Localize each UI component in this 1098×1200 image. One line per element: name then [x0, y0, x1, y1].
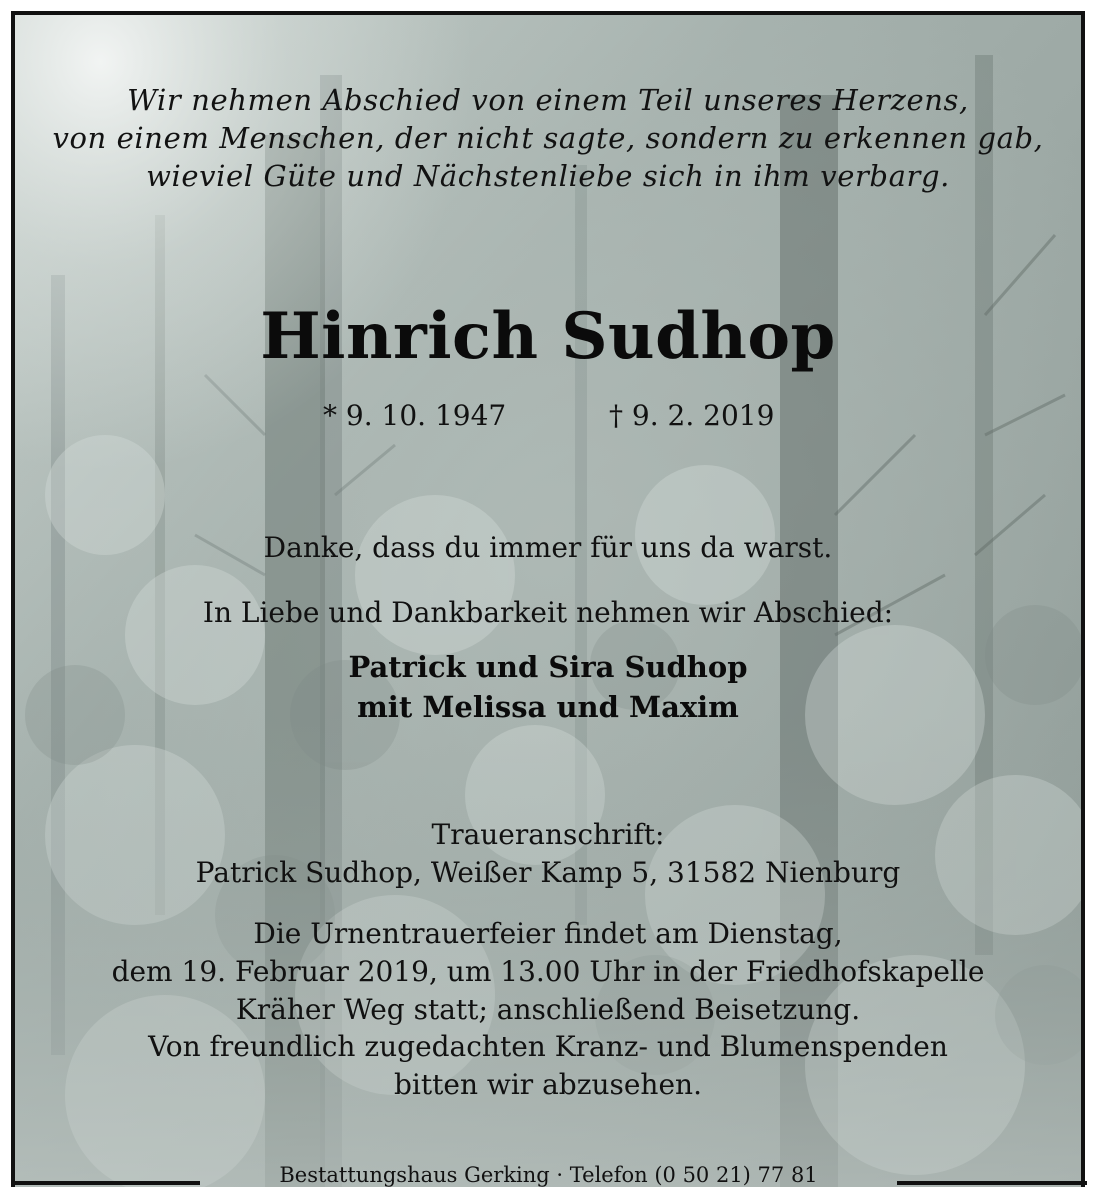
- donations-line: bitten wir abzusehen.: [394, 1068, 702, 1101]
- deceased-name: Hinrich Sudhop: [260, 299, 836, 374]
- donations-note: [15, 1028, 1081, 1104]
- footer: [0, 1160, 1098, 1190]
- ceremony-line: dem 19. Februar 2019, um 13.00 Uhr in der Friedhofskapelle: [111, 955, 985, 988]
- ceremony-info: [15, 915, 1081, 1029]
- motto-quote: [15, 81, 1081, 195]
- family-line: mit Melissa und Maxim: [357, 690, 739, 724]
- family-names: [15, 647, 1081, 727]
- family-line: Patrick und Sira Sudhop: [348, 650, 748, 684]
- funeral-home-contact: Bestattungshaus Gerking · Telefon (0 50 21) 77 81: [279, 1163, 818, 1187]
- thanks-line: Danke, dass du immer für uns da warst.: [263, 531, 833, 564]
- donations-line: Von freundlich zugedachten Kranz- und Blumenspenden: [148, 1030, 948, 1063]
- motto-line: Wir nehmen Abschied von einem Teil unseres Herzens,: [127, 83, 969, 117]
- ceremony-line: Die Urnentrauerfeier findet am Dienstag,: [253, 917, 843, 950]
- death-date: † 9. 2. 2019: [609, 399, 775, 432]
- ceremony-line: Kräher Weg statt; anschließend Beisetzung.: [235, 993, 861, 1026]
- motto-line: von einem Menschen, der nicht sagte, sondern zu erkennen gab,: [52, 121, 1044, 155]
- footer-rule-right: [897, 1181, 1087, 1185]
- notice-frame: [11, 11, 1085, 1187]
- farewell-line: In Liebe und Dankbarkeit nehmen wir Abschied:: [202, 596, 894, 629]
- birth-date: * 9. 10. 1947: [323, 399, 507, 432]
- mourning-address: Patrick Sudhop, Weißer Kamp 5, 31582 Nienburg: [195, 856, 901, 889]
- notice-content: [15, 15, 1081, 1187]
- motto-line: wieviel Güte und Nächstenliebe sich in ihm verbarg.: [146, 159, 950, 193]
- footer-rule-left: [11, 1181, 200, 1185]
- mourning-address-label: Traueranschrift:: [431, 818, 665, 851]
